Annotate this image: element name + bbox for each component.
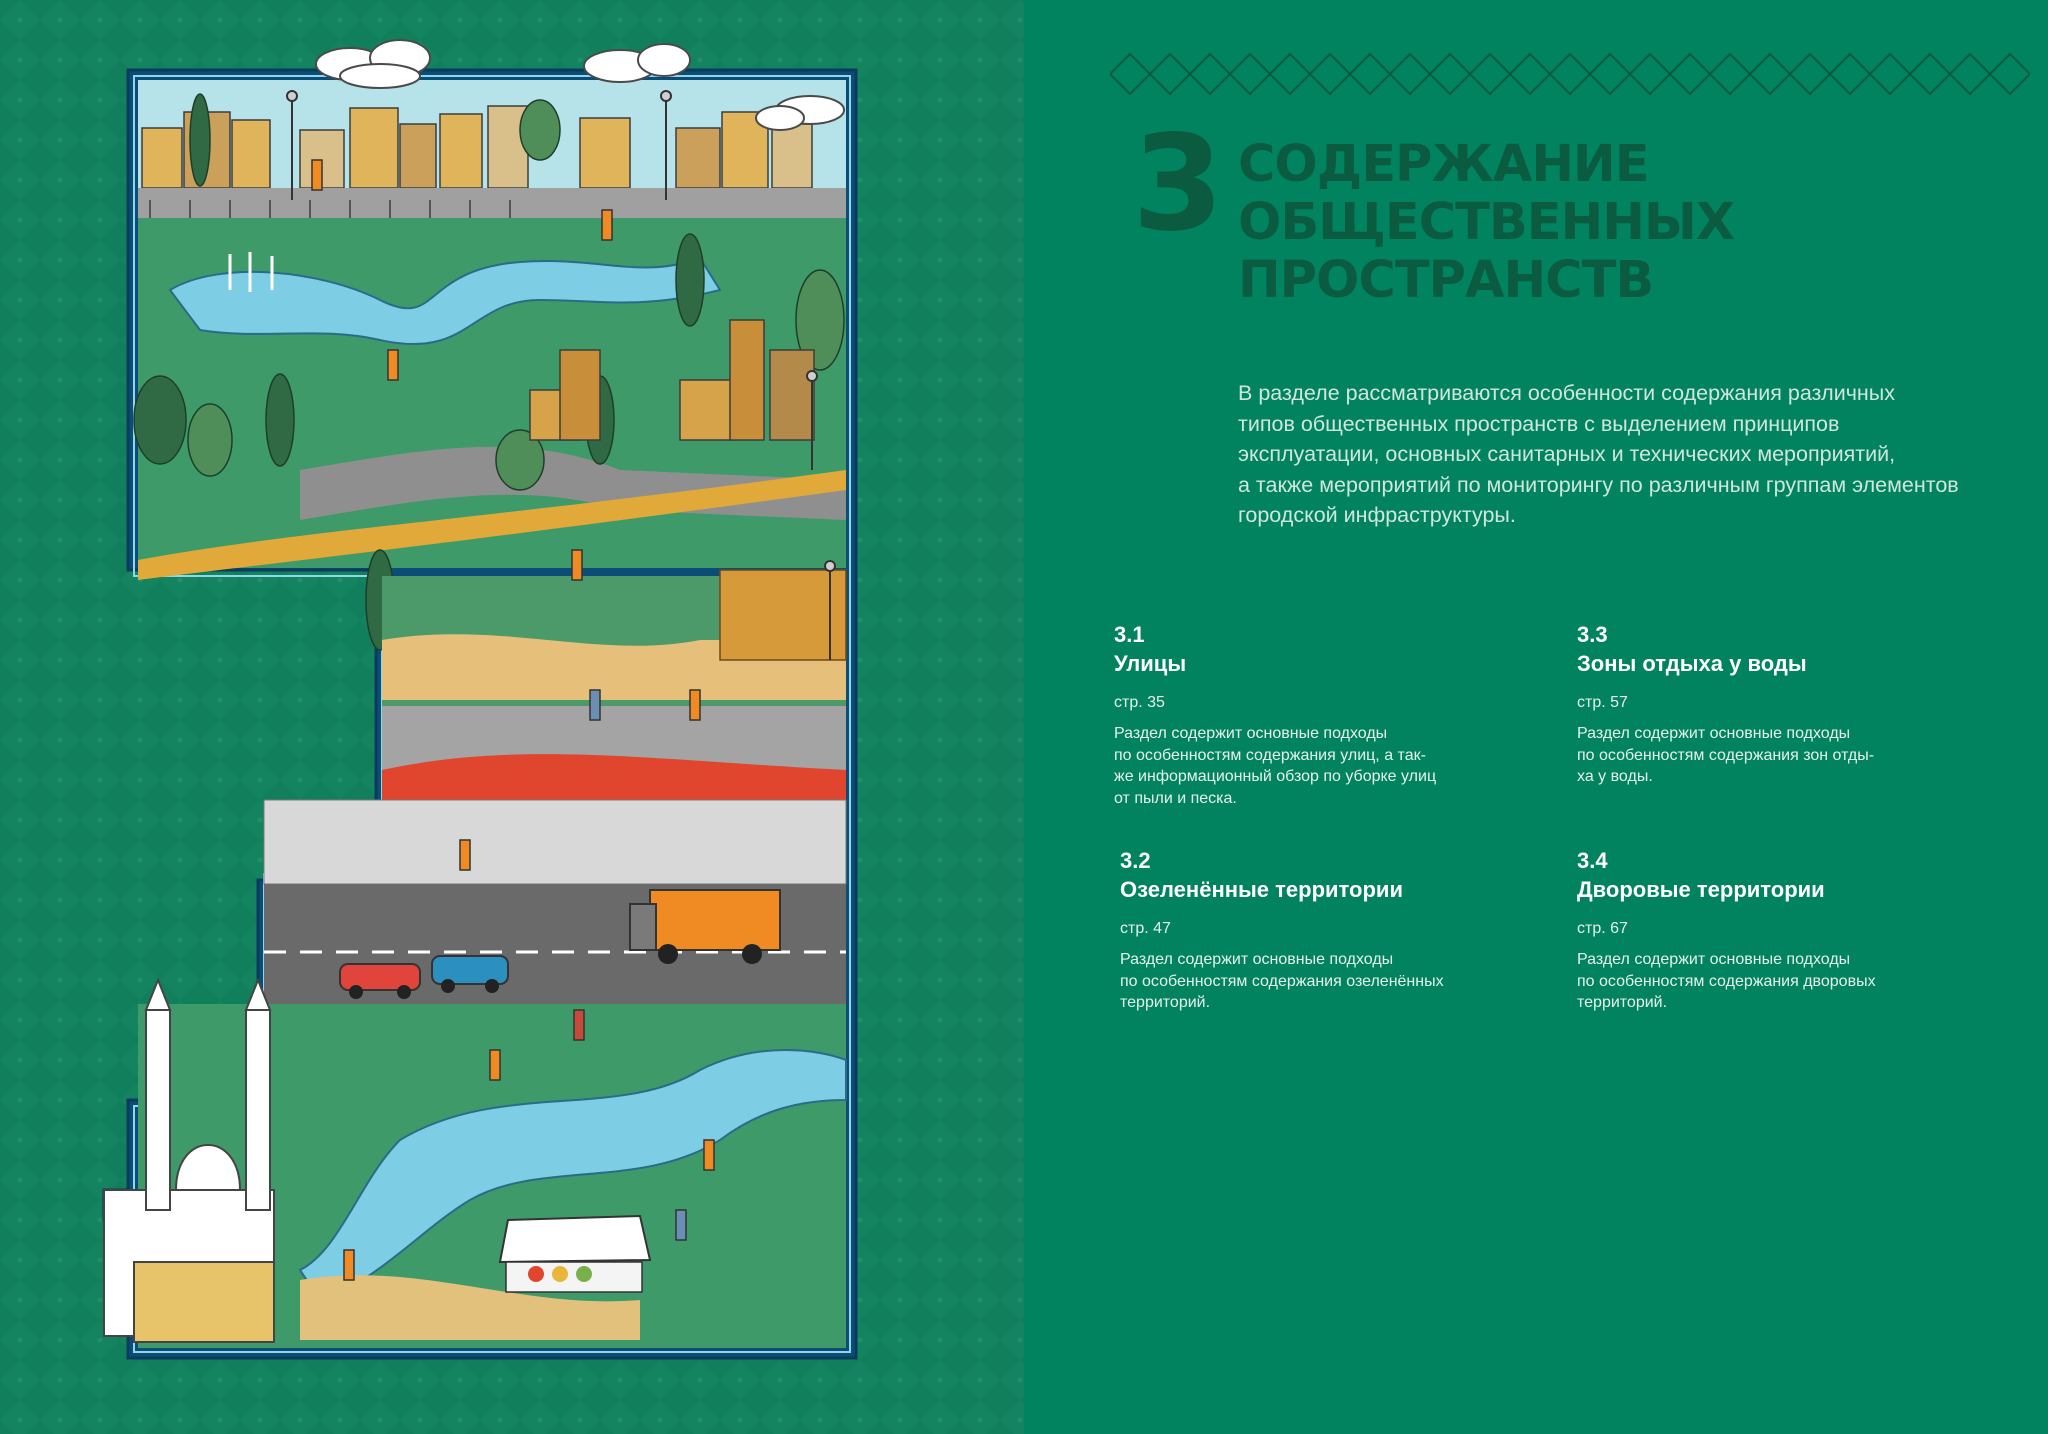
- description-line: Раздел содержит основные подходы: [1577, 951, 1851, 968]
- section-title: Зоны отдыха у воды: [1577, 651, 1807, 676]
- section-waterfront[interactable]: [1577, 621, 1874, 788]
- section-page: стр. 57: [1577, 694, 1628, 711]
- section-number: 3.1: [1114, 622, 1145, 647]
- section-description: [1120, 949, 1444, 1014]
- section-title: Улицы: [1114, 651, 1187, 676]
- description-line: по особенностям содержания озеленённых: [1120, 972, 1444, 990]
- description-line: Раздел содержит основные подходы: [1120, 951, 1394, 968]
- chapter-title-line: ОБЩЕСТВЕННЫХ: [1238, 193, 1735, 252]
- description-line: же информационный обзор по уборке улиц: [1114, 768, 1437, 785]
- intro-line: типов общественных пространств с выделением принципов: [1238, 411, 1840, 436]
- section-courtyards[interactable]: [1577, 847, 1876, 1014]
- description-line: Раздел содержит основные подходы: [1114, 725, 1388, 742]
- section-number: 3.2: [1120, 848, 1151, 873]
- chapter-title-line: ПРОСТРАНСТВ: [1238, 251, 1654, 310]
- section-title: Озеленённые территории: [1120, 877, 1403, 902]
- section-page: стр. 35: [1114, 694, 1165, 711]
- description-line: от пыли и песка.: [1114, 789, 1237, 807]
- ornament-border: [1110, 44, 2030, 104]
- chapter-title-line: СОДЕРЖАНИЕ: [1238, 135, 1649, 194]
- chapter-number: 3: [1132, 107, 1222, 261]
- section-number: 3.4: [1577, 848, 1608, 873]
- section-number: 3.3: [1577, 622, 1608, 647]
- section-description: [1577, 949, 1876, 1014]
- section-page: стр. 67: [1577, 920, 1628, 937]
- section-page: стр. 47: [1120, 920, 1171, 937]
- description-line: Раздел содержит основные подходы: [1577, 725, 1851, 742]
- chapter-title: [1238, 136, 1734, 310]
- description-line: по особенностям содержания улиц, а так-: [1114, 746, 1426, 764]
- intro-line: В разделе рассматриваются особенности содержания различных: [1238, 381, 1896, 405]
- section-green-areas[interactable]: [1120, 847, 1444, 1014]
- description-line: по особенностям содержания зон отды-: [1577, 746, 1875, 764]
- section-description: [1114, 723, 1436, 809]
- chapter-intro: [1238, 378, 2028, 531]
- market-stall-icon: [500, 1216, 650, 1292]
- description-line: ха у воды.: [1577, 768, 1653, 785]
- section-description: [1577, 723, 1874, 788]
- section-title: Дворовые территории: [1577, 877, 1825, 902]
- description-line: территорий.: [1120, 994, 1211, 1011]
- description-line: по особенностям содержания дворовых: [1577, 972, 1876, 990]
- intro-line: эксплуатации, основных санитарных и технических мероприятий,: [1238, 442, 1896, 466]
- intro-line: а также мероприятий по мониторингу по различным группам элементов: [1238, 472, 1959, 497]
- intro-line: городской инфраструктуры.: [1238, 503, 1516, 527]
- section-streets[interactable]: [1114, 621, 1436, 809]
- description-line: территорий.: [1577, 994, 1668, 1011]
